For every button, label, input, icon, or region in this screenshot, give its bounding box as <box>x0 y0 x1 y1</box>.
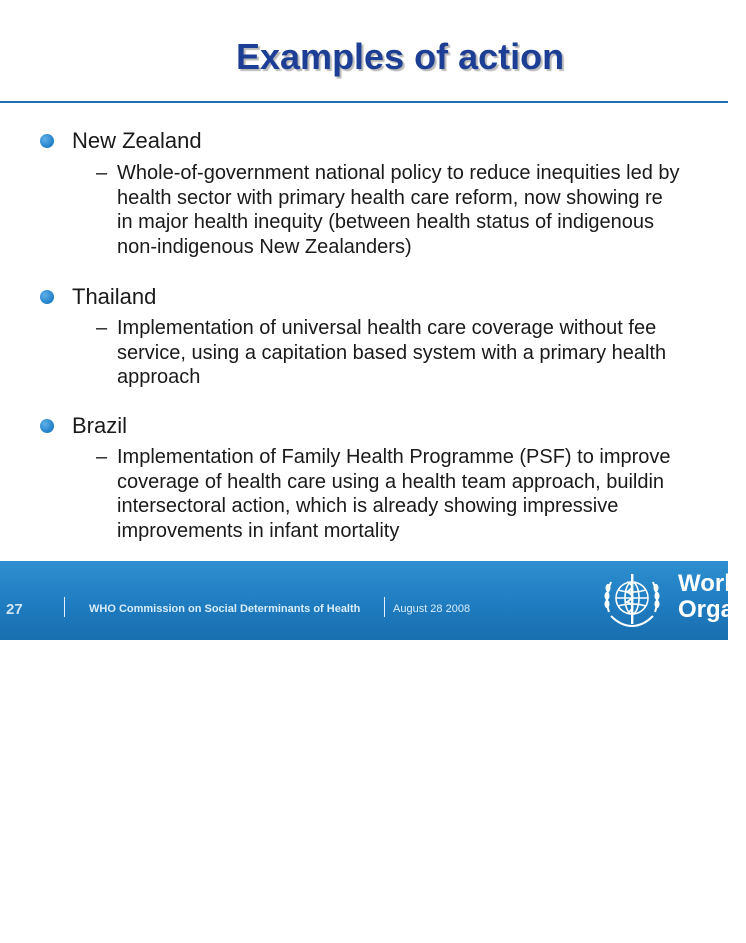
dash-marker: – <box>96 317 108 339</box>
bullet-heading: New Zealand <box>72 128 202 153</box>
footer-date: August 28 2008 <box>393 603 471 615</box>
title-divider <box>0 101 728 103</box>
footer-separator <box>384 597 385 617</box>
who-emblem-icon <box>599 568 665 634</box>
bullet-heading: Brazil <box>72 413 128 438</box>
bullet-heading: Thailand <box>72 284 157 309</box>
who-org-name: World Orga <box>678 570 746 623</box>
slide-title: Examples of action <box>236 36 565 77</box>
bullet-detail: – Implementation of Family Health Programme (PSF) to improve coverage of health care using a health team approach, buildin intersectoral action, which is already showing impressive improvements in infant mortality <box>96 446 671 542</box>
page-number: 27 <box>6 601 23 618</box>
footer-bar <box>0 561 746 640</box>
dash-marker: – <box>96 446 108 468</box>
bullet-dot-icon <box>40 290 54 304</box>
dash-marker: – <box>96 162 108 184</box>
bullet-detail: – Whole-of-government national policy to reduce inequities led by health sector with primary health care reform, now showing re in major health inequity (between health status of indigenous non-indigenous New Zealanders) <box>96 162 680 258</box>
bullet-dot-icon <box>40 134 54 148</box>
bullet-detail: – Implementation of universal health care coverage without fee service, using a capitation based system with a primary health approach <box>96 317 667 388</box>
footer-commission: WHO Commission on Social Determinants of Health <box>89 603 361 615</box>
footer-separator <box>64 597 65 617</box>
bullet-dot-icon <box>40 419 54 433</box>
